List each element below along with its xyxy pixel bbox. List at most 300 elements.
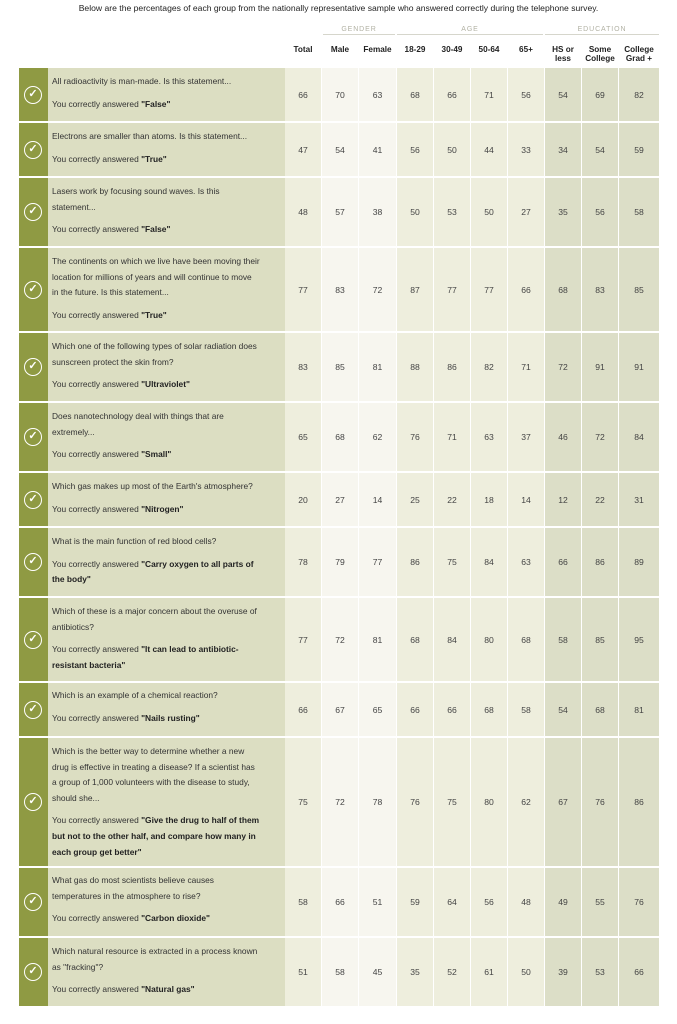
value-cell-50-64 xyxy=(471,333,507,401)
percent-value: 68 xyxy=(410,89,420,100)
value-cell-hs-or xyxy=(545,938,581,1006)
answer-value: "Ultraviolet" xyxy=(141,379,190,390)
column-header-50-64 xyxy=(471,45,507,54)
value-cell-50-64 xyxy=(471,123,507,176)
percent-value: 86 xyxy=(410,557,420,567)
percent-value: 72 xyxy=(595,432,605,442)
column-header-college xyxy=(619,45,659,63)
value-cell-65- xyxy=(508,528,544,596)
percent-value: 77 xyxy=(447,284,457,295)
percent-value: 27 xyxy=(521,207,531,217)
answer-value: "False" xyxy=(141,224,171,235)
value-cell-hs-or xyxy=(545,528,581,596)
percent-value: 75 xyxy=(447,557,457,567)
answer-line xyxy=(52,447,283,463)
percent-value: 84 xyxy=(634,432,644,442)
question-row xyxy=(19,123,659,178)
value-cell-total xyxy=(285,598,321,681)
percent-value: 56 xyxy=(410,144,420,155)
column-header-line-2: Grad + xyxy=(625,54,653,63)
value-cell-30-49 xyxy=(434,938,470,1006)
value-cell-65- xyxy=(508,123,544,176)
correct-answer xyxy=(52,377,283,393)
question-text xyxy=(52,873,283,927)
question-line: temperatures in the atmosphere to rise? xyxy=(52,890,201,901)
question-row xyxy=(19,938,659,1008)
percent-value: 95 xyxy=(634,634,644,645)
value-cell-18-29 xyxy=(397,528,433,596)
percent-value: 12 xyxy=(558,494,568,505)
value-cell-female xyxy=(359,528,396,596)
question-line: sunscreen protect the skin from? xyxy=(52,356,174,367)
correct-indicator-bar xyxy=(19,738,48,866)
question-row xyxy=(19,178,659,248)
percent-value: 25 xyxy=(410,494,420,505)
question-cell xyxy=(19,248,287,331)
percent-value: 64 xyxy=(447,897,457,907)
value-cell-male xyxy=(322,333,358,401)
percent-value: 72 xyxy=(335,797,345,807)
percent-value: 71 xyxy=(521,362,531,372)
question-cell xyxy=(19,528,287,596)
percent-value: 53 xyxy=(595,967,605,977)
value-cell-50-64 xyxy=(471,248,507,331)
percent-value: 83 xyxy=(298,362,308,372)
value-cell-hs-or xyxy=(545,68,581,121)
value-cell-college xyxy=(619,938,659,1006)
question-row xyxy=(19,473,659,528)
question-row xyxy=(19,333,659,403)
correct-indicator-bar xyxy=(19,178,48,246)
value-cell-50-64 xyxy=(471,598,507,681)
answer-line xyxy=(52,911,283,927)
percent-value: 82 xyxy=(634,89,644,100)
answer-line xyxy=(52,308,283,324)
column-header-male xyxy=(322,45,358,54)
percent-value: 22 xyxy=(447,494,457,505)
value-cell-female xyxy=(359,738,396,866)
percent-value: 82 xyxy=(484,362,494,372)
value-cell-30-49 xyxy=(434,528,470,596)
value-cell-some xyxy=(582,938,618,1006)
answer-line xyxy=(52,711,283,727)
question-line: Which of these is a major concern about the overuse of xyxy=(52,606,257,616)
percent-value: 54 xyxy=(558,704,568,715)
value-cell-65- xyxy=(508,333,544,401)
question-text xyxy=(52,944,283,998)
percent-value: 38 xyxy=(372,207,383,217)
percent-value: 63 xyxy=(484,432,494,442)
question-line: What gas do most scientists believe causes xyxy=(52,875,214,885)
answer-line xyxy=(52,658,283,674)
question-text xyxy=(52,479,283,517)
correct-indicator-bar xyxy=(19,598,48,681)
answer-line xyxy=(52,845,283,861)
question-line: The continents on which we live have been moving their xyxy=(52,256,260,266)
value-cell-total xyxy=(285,738,321,866)
question-text xyxy=(52,74,283,112)
correct-answer xyxy=(52,557,283,588)
group-divider-age xyxy=(397,34,543,35)
percent-value: 71 xyxy=(484,89,494,100)
answer-line xyxy=(52,557,283,573)
percent-value: 78 xyxy=(298,557,308,567)
question-line: Lasers work by focusing sound waves. Is this xyxy=(52,186,220,196)
value-cell-30-49 xyxy=(434,403,470,471)
percent-value: 62 xyxy=(372,432,383,442)
correct-answer xyxy=(52,447,283,463)
question-text xyxy=(52,129,283,167)
percent-value: 78 xyxy=(372,797,383,807)
value-cell-female xyxy=(359,123,396,176)
group-header-gender: GENDER xyxy=(341,26,377,33)
answer-prefix: You correctly answered xyxy=(52,558,142,569)
value-cell-total xyxy=(285,333,321,401)
question-line: extremely... xyxy=(52,426,95,437)
percent-value: 77 xyxy=(372,557,383,567)
question-cell xyxy=(19,178,287,246)
percent-value: 50 xyxy=(521,967,531,977)
question-row xyxy=(19,683,659,738)
percent-value: 48 xyxy=(298,207,308,217)
question-row xyxy=(19,738,659,868)
value-cell-18-29 xyxy=(397,938,433,1006)
percent-value: 66 xyxy=(634,967,644,977)
percent-value: 69 xyxy=(595,89,605,100)
percent-value: 54 xyxy=(335,144,345,155)
value-cell-some xyxy=(582,123,618,176)
value-cell-50-64 xyxy=(471,868,507,936)
answer-value: resistant bacteria" xyxy=(52,659,126,670)
answer-value: "True" xyxy=(141,153,167,164)
value-cell-hs-or xyxy=(545,598,581,681)
correct-answer xyxy=(52,813,283,860)
value-cell-50-64 xyxy=(471,528,507,596)
correct-indicator-bar xyxy=(19,68,48,121)
answer-line xyxy=(52,222,283,238)
value-cell-some xyxy=(582,248,618,331)
value-cell-30-49 xyxy=(434,333,470,401)
percent-value: 65 xyxy=(298,432,308,442)
correct-answer xyxy=(52,152,283,168)
column-header-some xyxy=(582,45,618,63)
percent-value: 66 xyxy=(447,89,457,100)
value-cell-male xyxy=(322,868,358,936)
answer-prefix: You correctly answered xyxy=(52,449,142,460)
question-line: Does nanotechnology deal with things that are xyxy=(52,411,224,421)
correct-indicator-bar xyxy=(19,123,48,176)
question-cell xyxy=(19,123,287,176)
value-cell-hs-or xyxy=(545,333,581,401)
value-cell-65- xyxy=(508,938,544,1006)
question-cell xyxy=(19,683,287,736)
column-header-line-1: HS or xyxy=(552,45,574,54)
question-cell xyxy=(19,868,287,936)
correct-answer xyxy=(52,308,283,324)
value-cell-male xyxy=(322,403,358,471)
correct-answer xyxy=(52,97,283,113)
value-cell-female xyxy=(359,68,396,121)
percent-value: 50 xyxy=(447,144,457,155)
question-cell xyxy=(19,938,287,1006)
percent-value: 86 xyxy=(595,557,605,567)
value-cell-50-64 xyxy=(471,738,507,866)
percent-value: 68 xyxy=(558,284,568,295)
check-circle-icon: ✓ xyxy=(24,793,42,811)
value-cell-total xyxy=(285,68,321,121)
percent-value: 77 xyxy=(298,284,308,295)
question-line: Which is an example of a chemical reaction? xyxy=(52,690,218,700)
value-cell-hs-or xyxy=(545,403,581,471)
correct-answer xyxy=(52,711,283,727)
value-cell-hs-or xyxy=(545,738,581,866)
column-header-line-1: College xyxy=(624,45,654,54)
question-row xyxy=(19,403,659,473)
value-cell-total xyxy=(285,938,321,1006)
question-cell xyxy=(19,333,287,401)
answer-line xyxy=(52,152,283,168)
question-cell xyxy=(19,738,287,866)
check-circle-icon: ✓ xyxy=(24,631,42,649)
question-line: What is the main function of red blood cells? xyxy=(52,536,217,546)
value-cell-some xyxy=(582,473,618,526)
value-cell-female xyxy=(359,938,396,1006)
question-line: drug is effective in treating a disease? If a scientist has xyxy=(52,761,255,772)
value-cell-30-49 xyxy=(434,248,470,331)
percent-value: 65 xyxy=(372,704,383,715)
value-cell-female xyxy=(359,598,396,681)
percent-value: 58 xyxy=(335,967,345,977)
percent-value: 20 xyxy=(298,494,308,505)
answer-prefix: You correctly answered xyxy=(52,98,142,109)
percent-value: 89 xyxy=(634,557,644,567)
percent-value: 61 xyxy=(484,967,494,977)
percent-value: 56 xyxy=(595,207,605,217)
percent-value: 66 xyxy=(558,557,568,567)
percent-value: 51 xyxy=(372,897,383,907)
percent-value: 14 xyxy=(521,494,531,505)
percent-value: 67 xyxy=(335,704,345,715)
percent-value: 72 xyxy=(558,362,568,372)
value-cell-50-64 xyxy=(471,473,507,526)
percent-value: 18 xyxy=(484,494,494,505)
value-cell-18-29 xyxy=(397,178,433,246)
percent-value: 72 xyxy=(372,284,383,295)
percent-value: 91 xyxy=(595,362,605,372)
value-cell-65- xyxy=(508,868,544,936)
question-line: as "fracking"? xyxy=(52,961,104,972)
value-cell-female xyxy=(359,248,396,331)
correct-answer xyxy=(52,911,283,927)
percent-value: 50 xyxy=(484,207,494,217)
answer-value: "True" xyxy=(141,309,167,320)
percent-value: 58 xyxy=(558,634,568,645)
correct-indicator-bar xyxy=(19,473,48,526)
question-line: antibiotics? xyxy=(52,621,94,632)
column-header-line-1: 30-49 xyxy=(441,45,463,54)
value-cell-some xyxy=(582,528,618,596)
value-cell-65- xyxy=(508,738,544,866)
value-cell-college xyxy=(619,528,659,596)
answer-line xyxy=(52,502,283,518)
value-cell-female xyxy=(359,473,396,526)
value-cell-30-49 xyxy=(434,598,470,681)
question-text xyxy=(52,604,283,673)
percent-value: 84 xyxy=(484,557,494,567)
value-cell-college xyxy=(619,68,659,121)
question-text xyxy=(52,254,283,323)
percent-value: 54 xyxy=(558,89,568,100)
question-line: All radioactivity is man-made. Is this statement... xyxy=(52,76,232,86)
percent-value: 81 xyxy=(372,362,383,372)
percent-value: 68 xyxy=(410,634,420,645)
percent-value: 75 xyxy=(298,797,308,807)
percent-value: 66 xyxy=(410,704,420,715)
value-cell-total xyxy=(285,178,321,246)
value-cell-female xyxy=(359,683,396,736)
value-cell-college xyxy=(619,333,659,401)
value-cell-male xyxy=(322,123,358,176)
column-header-65- xyxy=(508,45,544,54)
percent-value: 45 xyxy=(372,967,383,977)
value-cell-18-29 xyxy=(397,403,433,471)
percent-value: 55 xyxy=(595,897,605,907)
question-text xyxy=(52,409,283,463)
percent-value: 81 xyxy=(372,634,383,645)
column-header-line-1: 50-64 xyxy=(478,45,500,54)
answer-line xyxy=(52,829,283,845)
answer-prefix: You correctly answered xyxy=(52,153,142,164)
value-cell-female xyxy=(359,178,396,246)
value-cell-18-29 xyxy=(397,123,433,176)
question-row xyxy=(19,598,659,683)
answer-value: the body" xyxy=(52,574,91,585)
column-header-18-29 xyxy=(397,45,433,54)
answer-prefix: You correctly answered xyxy=(52,984,142,995)
value-cell-college xyxy=(619,248,659,331)
value-cell-some xyxy=(582,683,618,736)
value-cell-total xyxy=(285,473,321,526)
percent-value: 63 xyxy=(372,89,383,100)
intro-text: Below are the percentages of each group from the nationally representative sample who answered correctly during the telephone survey. xyxy=(78,3,599,13)
question-line: a group of 1,000 volunteers with the disease to study, xyxy=(52,777,250,788)
value-cell-college xyxy=(619,738,659,866)
percent-value: 35 xyxy=(410,967,420,977)
value-cell-50-64 xyxy=(471,178,507,246)
percent-value: 58 xyxy=(521,704,531,715)
percent-value: 87 xyxy=(410,284,420,295)
value-cell-65- xyxy=(508,178,544,246)
question-line: Which one of the following types of solar radiation does xyxy=(52,341,257,351)
value-cell-50-64 xyxy=(471,683,507,736)
percent-value: 76 xyxy=(634,897,644,907)
question-cell xyxy=(19,598,287,681)
answer-value: "Natural gas" xyxy=(141,984,195,995)
percent-value: 86 xyxy=(634,797,644,807)
correct-indicator-bar xyxy=(19,528,48,596)
column-header-line-1: Some xyxy=(588,45,612,54)
correct-indicator-bar xyxy=(19,683,48,736)
value-cell-30-49 xyxy=(434,123,470,176)
value-cell-college xyxy=(619,683,659,736)
group-divider-education xyxy=(545,34,659,35)
answer-line xyxy=(52,377,283,393)
percent-value: 31 xyxy=(634,494,644,505)
percent-value: 63 xyxy=(521,557,531,567)
column-header-line-1: Male xyxy=(330,45,350,54)
percent-value: 66 xyxy=(521,284,531,295)
value-cell-male xyxy=(322,738,358,866)
question-cell xyxy=(19,68,287,121)
percent-value: 91 xyxy=(634,362,644,372)
value-cell-18-29 xyxy=(397,248,433,331)
question-line: should she... xyxy=(52,792,100,803)
percent-value: 56 xyxy=(521,89,531,100)
value-cell-65- xyxy=(508,598,544,681)
answer-value: "Give the drug to half of them xyxy=(141,815,260,826)
group-header-age: AGE xyxy=(461,26,479,33)
value-cell-total xyxy=(285,683,321,736)
check-circle-icon: ✓ xyxy=(24,86,42,104)
correct-indicator-bar xyxy=(19,868,48,936)
percent-value: 47 xyxy=(298,144,308,155)
answer-prefix: You correctly answered xyxy=(52,379,142,390)
percent-value: 75 xyxy=(447,797,457,807)
percent-value: 39 xyxy=(558,967,568,977)
answer-prefix: You correctly answered xyxy=(52,712,142,723)
value-cell-college xyxy=(619,123,659,176)
percent-value: 59 xyxy=(410,897,420,907)
question-line: Which is the better way to determine whether a new xyxy=(52,746,245,756)
value-cell-30-49 xyxy=(434,738,470,866)
question-text xyxy=(52,744,283,860)
answer-value: "Carry oxygen to all parts of xyxy=(141,558,254,569)
answer-prefix: You correctly answered xyxy=(52,913,142,924)
value-cell-total xyxy=(285,123,321,176)
percent-value: 84 xyxy=(447,634,457,645)
value-cell-30-49 xyxy=(434,868,470,936)
value-cell-total xyxy=(285,868,321,936)
percent-value: 58 xyxy=(298,897,308,907)
question-line: Electrons are smaller than atoms. Is this statement... xyxy=(52,131,248,141)
percent-value: 35 xyxy=(558,207,568,217)
percent-value: 88 xyxy=(410,362,420,372)
answer-value: but not to the other half, and compare how many in xyxy=(52,830,256,841)
answer-line xyxy=(52,642,283,658)
percent-value: 50 xyxy=(410,207,420,217)
value-cell-some xyxy=(582,333,618,401)
percent-value: 51 xyxy=(298,967,308,977)
question-text xyxy=(52,339,283,393)
value-cell-hs-or xyxy=(545,178,581,246)
percent-value: 41 xyxy=(372,144,383,155)
value-cell-female xyxy=(359,403,396,471)
check-circle-icon: ✓ xyxy=(24,701,42,719)
percent-value: 85 xyxy=(595,634,605,645)
percent-value: 70 xyxy=(335,89,345,100)
correct-indicator-bar xyxy=(19,333,48,401)
answer-value: "Carbon dioxide" xyxy=(141,913,210,924)
percent-value: 37 xyxy=(521,432,531,442)
percent-value: 86 xyxy=(447,362,457,372)
column-header-line-1: 65+ xyxy=(519,45,533,54)
value-cell-male xyxy=(322,473,358,526)
percent-value: 68 xyxy=(335,432,345,442)
answer-line xyxy=(52,97,283,113)
percent-value: 85 xyxy=(335,362,345,372)
value-cell-18-29 xyxy=(397,738,433,866)
value-cell-college xyxy=(619,598,659,681)
